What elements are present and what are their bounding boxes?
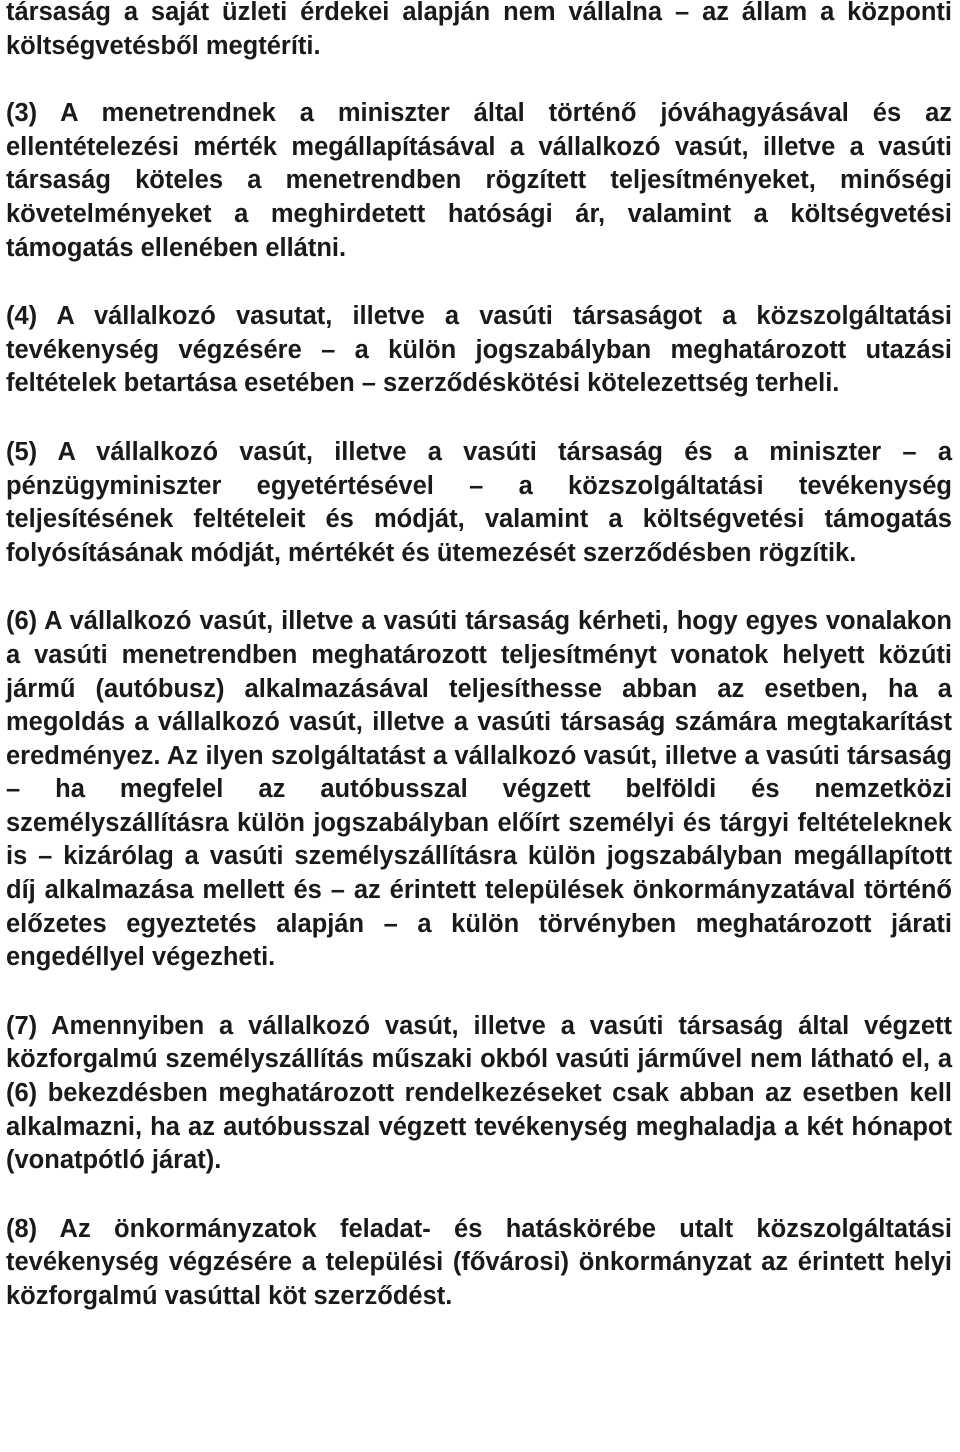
paragraph-continuation: társaság a saját üzleti érdekei alapján nem vállalna – az állam a központi költségvetésből megtéríti.	[6, 0, 952, 60]
paragraph-3: (3) A menetrendnek a miniszter által történő jóváhagyásával és az ellentételezési mérték megállapításával a vállalkozó vasút, illetve a vasúti társaság köteles a menetrendben rögzített teljesítményeket, minőségi követelményeket a meghirdetett hatósági ár, valamint a költségvetési támogatás ellenében ellátni.	[6, 99, 952, 262]
paragraph-4: (4) A vállalkozó vasutat, illetve a vasúti társaságot a közszolgáltatási tevékenység végzésére – a külön jogszabályban meghatározott utazási feltételek betartása esetében – szerződéskötési kötelezettség terheli.	[6, 302, 952, 398]
paragraph-6: (6) A vállalkozó vasút, illetve a vasúti társaság kérheti, hogy egyes vonalakon a vasúti menetrendben meghatározott teljesítményt vonatok helyett közúti jármű (autóbusz) alkalmazásával teljesíthesse abban az esetben, ha a megoldás a vállalkozó vasút, illetve a vasúti társaság számára megtakarítást eredményez. Az ilyen szolgáltatást a vállalkozó vasút, illetve a vasúti társaság – ha megfelel az autóbusszal végzett belföldi és nemzetközi személyszállításra külön jogszabályban előírt személyi és tárgyi feltételeknek is – kizárólag a vasúti személyszállításra külön jogszabályban megállapított díj alkalmazása mellett és – az érintett települések önkormányzatával történő előzetes egyeztetés alapján – a külön törvényben meghatározott járati engedéllyel végezheti.	[6, 607, 952, 972]
paragraph-7: (7) Amennyiben a vállalkozó vasút, illetve a vasúti társaság által végzett közforgalmú személyszállítás műszaki okból vasúti járművel nem látható el, a (6) bekezdésben meghatározott rendelkezéseket csak abban az esetben kell alkalmazni, ha az autóbusszal végzett tevékenység meghaladja a két hónapot (vonatpótló járat).	[6, 1011, 952, 1175]
paragraph-5: (5) A vállalkozó vasút, illetve a vasúti társaság és a miniszter – a pénzügyminiszter egyetértésével – a közszolgáltatási tevékenység teljesítésének feltételeit és módját, valamint a költségvetési támogatás folyósításának módját, mértékét és ütemezését szerződésben rögzítik.	[6, 437, 952, 567]
paragraph-8: (8) Az önkormányzatok feladat- és hatáskörébe utalt közszolgáltatási tevékenység végzésére a települési (fővárosi) önkormányzat az érintett helyi közforgalmú vasúttal köt szerződést.	[6, 1214, 952, 1310]
